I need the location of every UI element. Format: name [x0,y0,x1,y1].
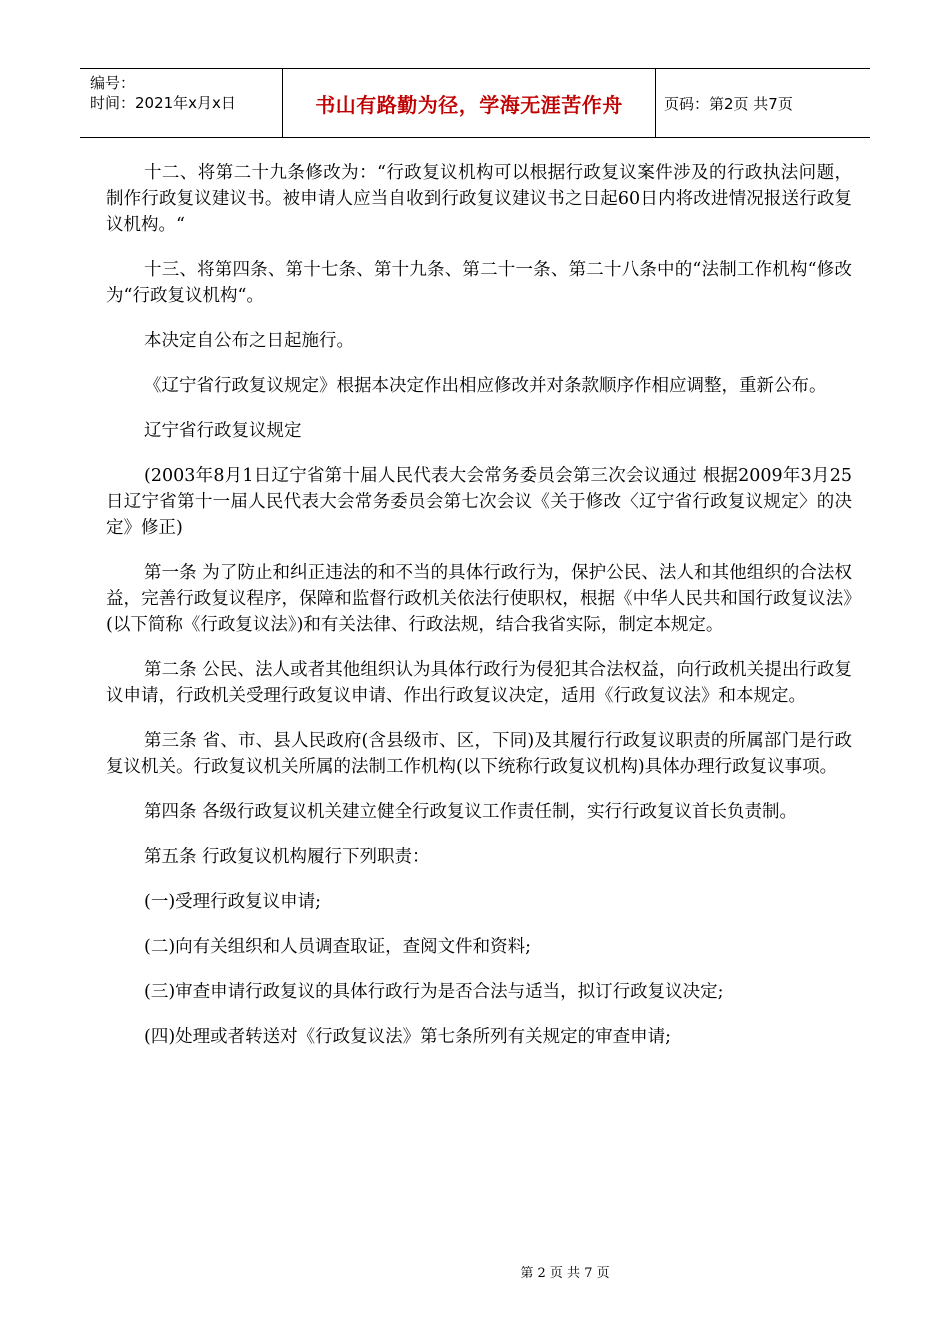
list-item: (三)审查申请行政复议的具体行政行为是否合法与适当，拟订行政复议决定; [144,982,724,1002]
article: 第一条 为了防止和纠正违法的和不当的具体行政行为，保护公民、法人和其他组织的合法权益，完善行政复议程序，保障和监督行政机关依法行使职权，根据《中华人民共和国行政复议法》(以下简称《行政复议法》)和有关法律、行政法规，结合我省实际，制定本规定。 [106,563,852,635]
article: 第三条 省、市、县人民政府(含县级市、区，下同)及其履行行政复议职责的所属部门是行政复议机关。行政复议机关所属的法制工作机构(以下统称行政复议机构)具体办理行政复议事项。 [106,731,852,777]
paragraph: 十三、将第四条、第十七条、第十九条、第二十一条、第二十八条中的“法制工作机构“修改为“行政复议机构“。 [106,260,852,306]
document-date: 时间：2021年x月x日 [90,94,236,112]
document-number-label: 编号： [90,74,136,92]
document-header [80,68,870,138]
list-item: (二)向有关组织和人员调查取证，查阅文件和资料; [144,937,532,957]
paragraph: 《辽宁省行政复议规定》根据本决定作出相应修改并对条款顺序作相应调整，重新公布。 [144,376,827,396]
section-title: 辽宁省行政复议规定 [144,421,302,441]
list-item: (四)处理或者转送对《行政复议法》第七条所列有关规定的审查申请; [144,1027,672,1047]
header-page-info: 页码：第2页 共7页 [664,94,793,113]
paragraph: (2003年8月1日辽宁省第十届人民代表大会常务委员会第三次会议通过 根据2009年3月25日辽宁省第十一届人民代表大会常务委员会第七次会议《关于修改〈辽宁省行政复议规定〉的决定》修正) [106,466,852,538]
header-meta [80,69,283,137]
header-motto: 书山有路勤为径，学海无涯苦作舟 [283,69,656,137]
article: 第二条 公民、法人或者其他组织认为具体行政行为侵犯其合法权益，向行政机关提出行政复议申请，行政机关受理行政复议申请、作出行政复议决定，适用《行政复议法》和本规定。 [106,660,852,706]
article: 第五条 行政复议机构履行下列职责： [144,847,430,867]
paragraph: 本决定自公布之日起施行。 [144,331,354,351]
document-body [106,160,852,1069]
list-item: (一)受理行政复议申请; [144,892,322,912]
paragraph: 十二、将第二十九条修改为：“行政复议机构可以根据行政复议案件涉及的行政执法问题，制作行政复议建议书。被申请人应当自收到行政复议建议书之日起60日内将改进情况报送行政复议机构。“ [106,163,852,235]
page-footer: 第 2 页 共 7 页 [520,1266,610,1281]
article: 第四条 各级行政复议机关建立健全行政复议工作责任制，实行行政复议首长负责制。 [144,802,798,822]
